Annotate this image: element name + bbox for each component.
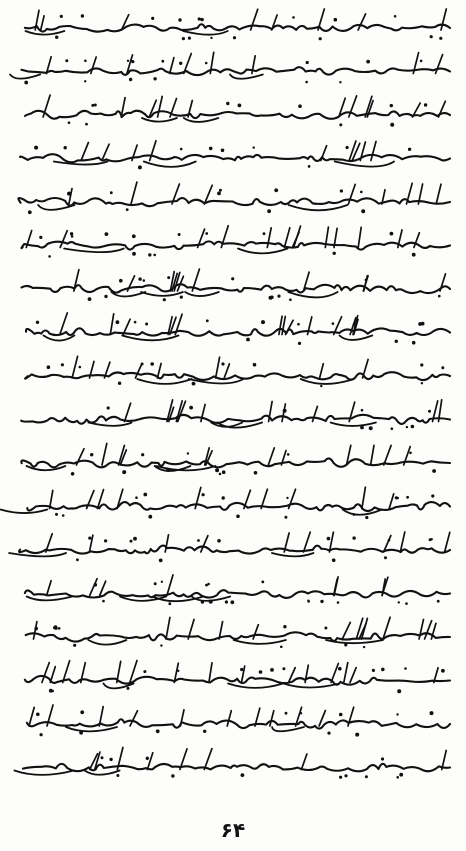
handwritten-line — [18, 182, 450, 214]
handwritten-line — [9, 532, 450, 562]
handwritten-line — [26, 313, 450, 345]
handwritten-line — [1, 487, 451, 519]
handwritten-line — [25, 356, 450, 387]
handwritten-line — [25, 9, 450, 40]
handwritten-line — [21, 226, 450, 258]
page-number: ۶۴ — [220, 818, 246, 842]
handwritten-line — [21, 443, 450, 475]
handwritten-line — [26, 617, 450, 648]
handwritten-line — [25, 575, 450, 605]
handwritten-line — [25, 661, 450, 694]
handwritten-line — [22, 269, 451, 301]
handwritten-line — [10, 52, 450, 84]
handwritten-line — [25, 95, 450, 127]
handwritten-line — [21, 400, 450, 430]
handwritten-line — [14, 748, 450, 779]
handwritten-line — [27, 705, 450, 737]
handwritten-line — [20, 141, 450, 170]
